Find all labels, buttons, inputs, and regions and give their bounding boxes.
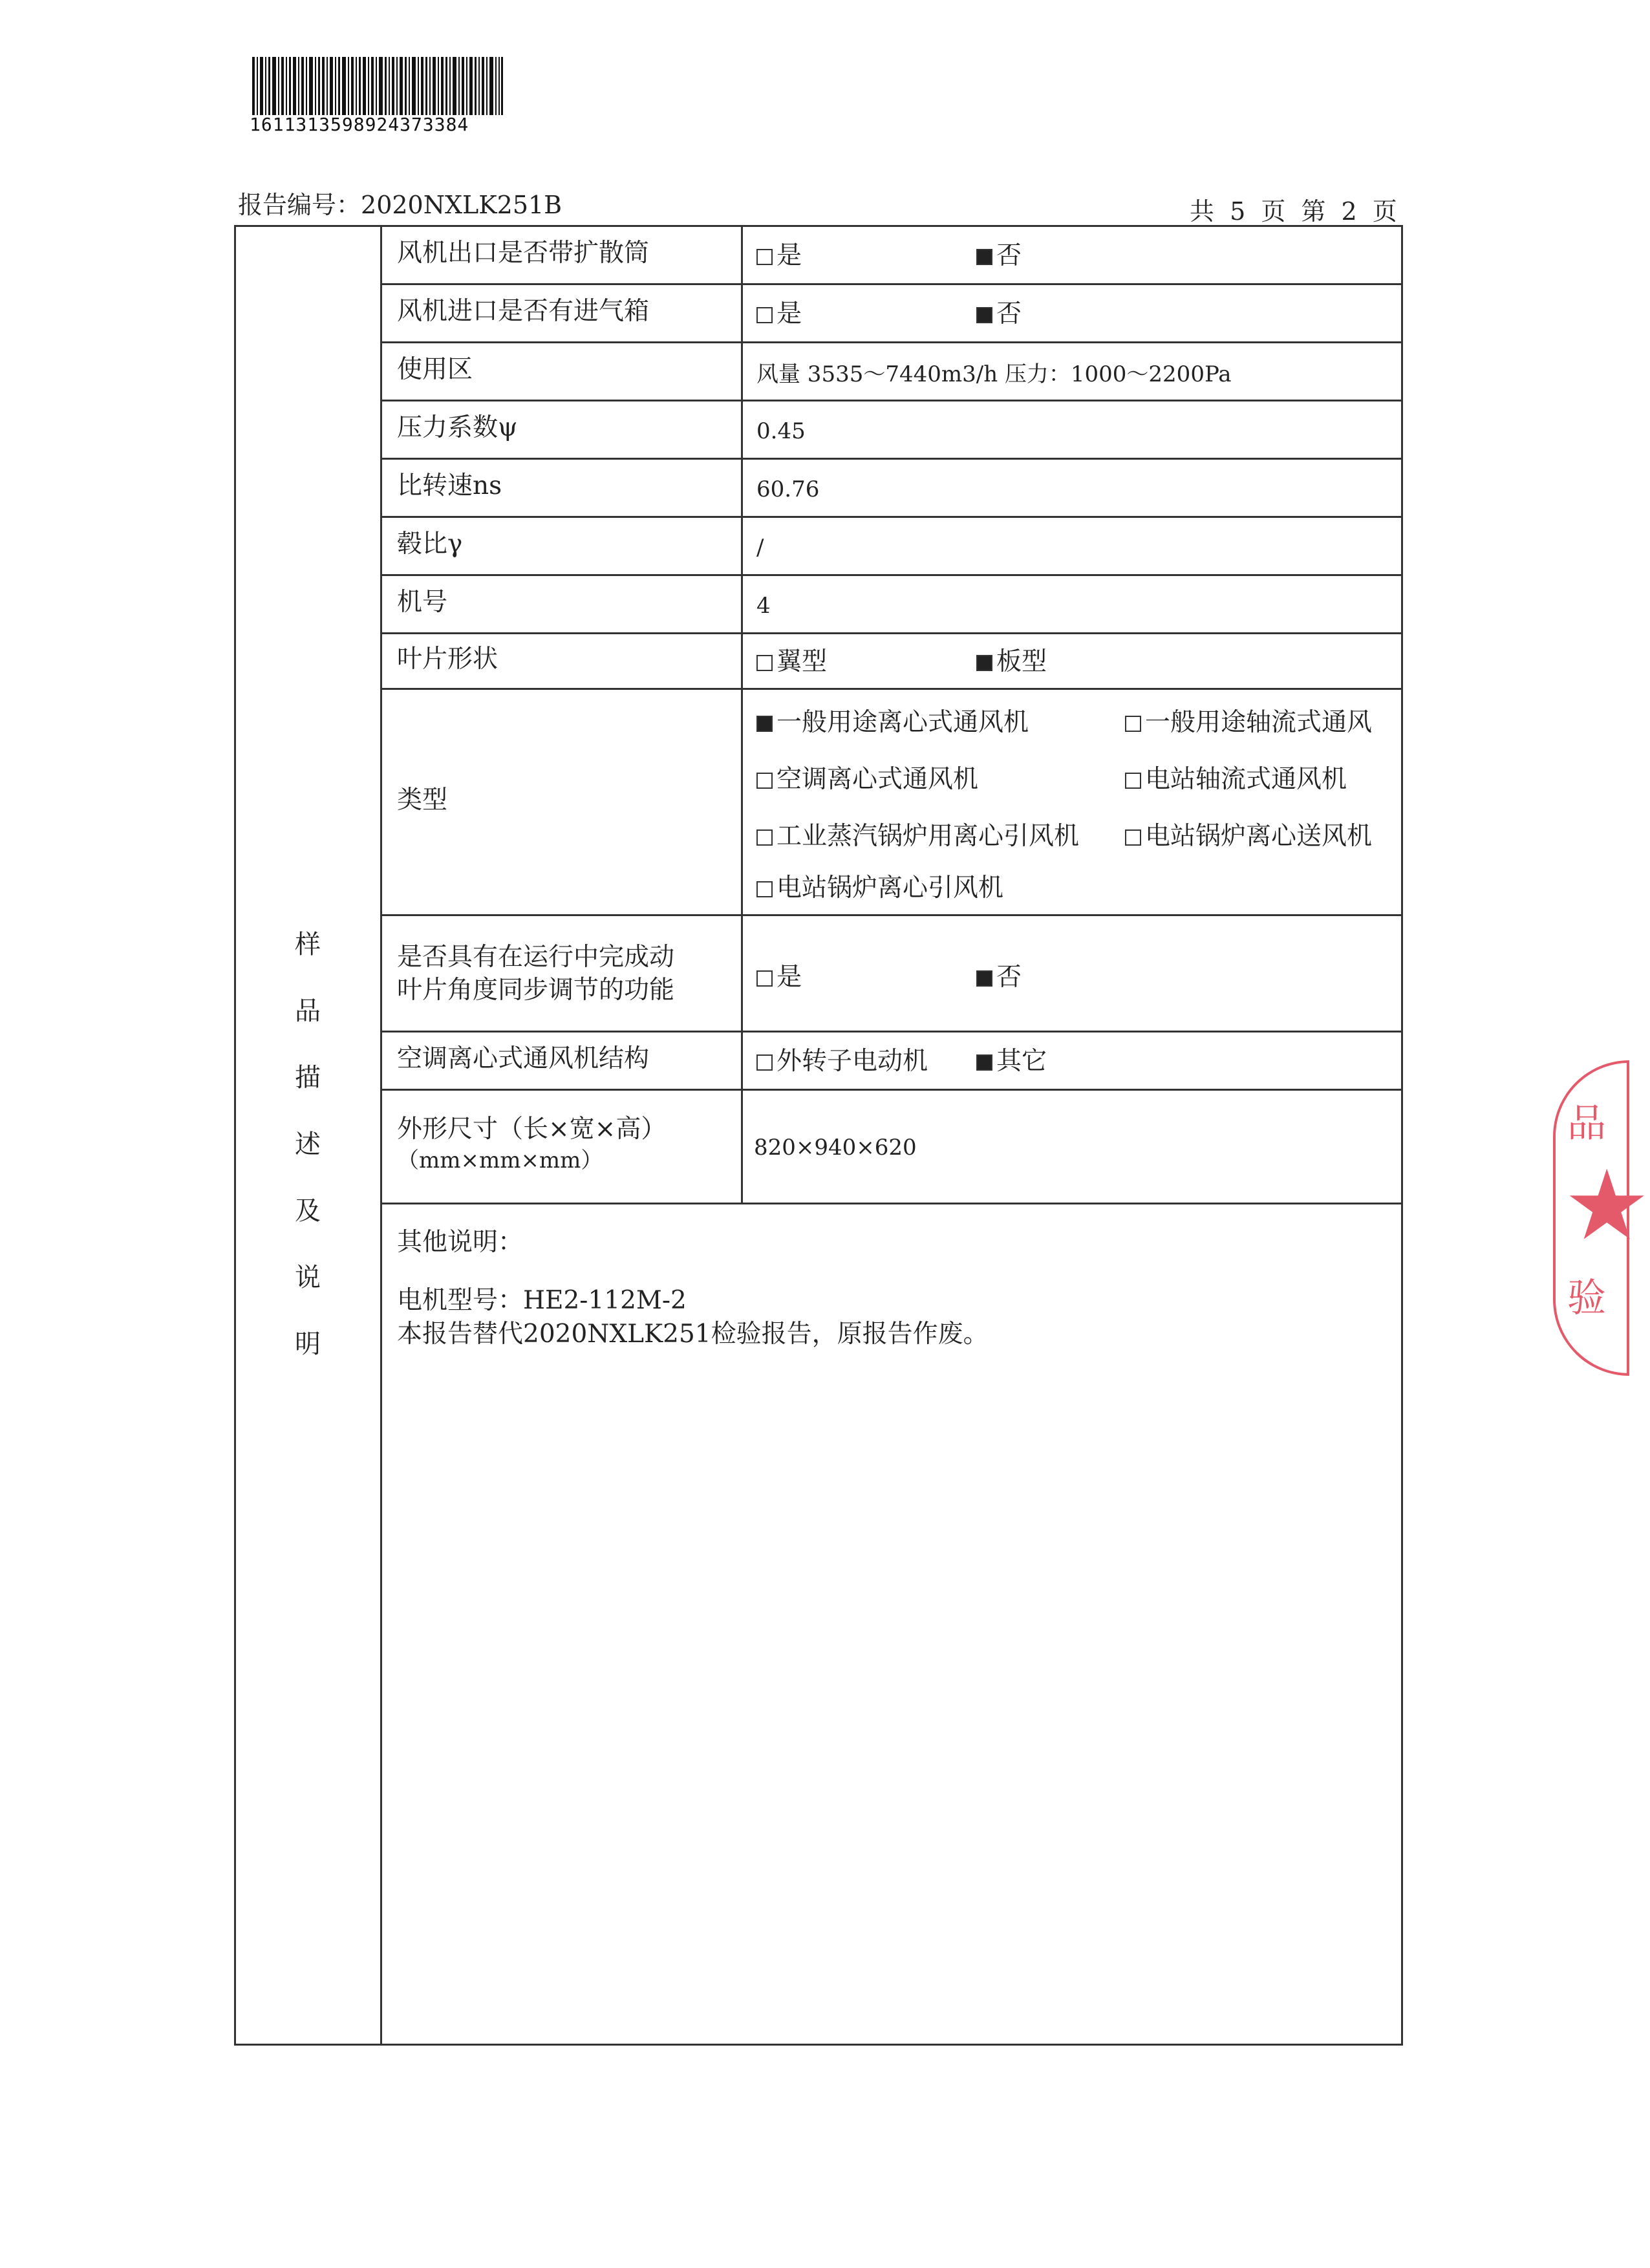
fan-type-option [756, 764, 978, 796]
blade-shape-label: 叶片形状 [397, 645, 498, 674]
option-no [976, 241, 1022, 272]
sidebar-char: 述 [295, 1129, 321, 1159]
fan-type-label: 类型 [397, 786, 448, 815]
motor-model-note: 电机型号：HE2-112M-2 [397, 1286, 687, 1315]
report-number [238, 185, 562, 220]
option-no [976, 962, 1022, 994]
fan-type-option [1125, 764, 1347, 796]
dimensions-label [397, 1113, 666, 1175]
option-yes [756, 241, 976, 272]
option-text: 板型 [996, 647, 1047, 676]
option-text: 一般用途轴流式通风 [1145, 708, 1373, 737]
checkbox-empty-icon [756, 655, 773, 671]
checkbox-filled-icon [756, 716, 773, 732]
pressure-coefficient-value: 0.45 [756, 418, 806, 444]
checkbox-empty-icon [756, 970, 773, 987]
blade-adjust-label-line: 是否具有在运行中完成动 [397, 943, 675, 972]
dimensions-label-line: 外形尺寸（长×宽×高） [397, 1115, 667, 1144]
table-divider [381, 1089, 1402, 1091]
pressure-coefficient-label: 压力系数ψ [397, 413, 518, 442]
option-text: 空调离心式通风机 [777, 765, 979, 794]
report-number-label: 报告编号： [238, 191, 361, 219]
checkbox-filled-icon [976, 970, 992, 987]
option-text: 否 [996, 299, 1022, 328]
table-divider [381, 688, 1402, 690]
table-divider [381, 400, 1402, 401]
checkbox-empty-icon [756, 881, 773, 897]
option-text: 否 [996, 241, 1022, 270]
option-text: 电站锅炉离心引风机 [777, 873, 1004, 903]
table-divider [381, 283, 1402, 285]
hub-ratio-label: 毂比γ [397, 530, 463, 559]
checkbox-empty-icon [756, 307, 773, 323]
machine-number-label: 机号 [397, 588, 448, 617]
option-text: 外转子电动机 [777, 1047, 928, 1076]
sidebar-char: 明 [295, 1329, 321, 1359]
checkbox-empty-icon [756, 773, 773, 789]
option-outer-rotor [756, 1046, 976, 1078]
fan-type-option [1125, 821, 1372, 853]
fan-type-option [756, 821, 1079, 853]
usage-range-value: 风量 3535～7440m3/h 压力：1000～2200Pa [756, 361, 1232, 387]
report-number-value: 2020NXLK251B [361, 191, 562, 219]
sidebar-char: 及 [295, 1196, 321, 1226]
barcode [252, 57, 503, 115]
option-text: 否 [996, 963, 1022, 992]
specific-speed-value: 60.76 [756, 476, 820, 502]
seal-text: 验 [1567, 1276, 1606, 1321]
checkbox-empty-icon [1125, 829, 1141, 846]
checkbox-empty-icon [756, 1054, 773, 1071]
checkbox-empty-icon [756, 249, 773, 265]
machine-number-value: 4 [756, 593, 771, 619]
specific-speed-label: 比转速ns [397, 471, 502, 500]
fan-type-option [1125, 707, 1372, 739]
blade-adjust-label [397, 941, 674, 1007]
checkbox-empty-icon [1125, 773, 1141, 789]
page-info: 共 5 页 第 2 页 [1190, 197, 1401, 226]
dimensions-label-line: （mm×mm×mm） [397, 1147, 603, 1173]
option-yes [756, 962, 976, 994]
barcode-number: 161131359892437338​4 [250, 114, 469, 135]
inlet-box-label: 风机进口是否有进气箱 [397, 297, 650, 326]
option-text: 是 [777, 299, 802, 328]
table-divider [381, 574, 1402, 576]
option-airfoil [756, 647, 976, 678]
outlet-diffuser-options [756, 241, 1022, 272]
hub-ratio-value: / [756, 535, 764, 561]
option-plate [976, 647, 1047, 678]
fan-type-option [756, 707, 1029, 739]
replacement-note: 本报告替代2020NXLK251检验报告，原报告作废。 [397, 1320, 989, 1349]
option-other [976, 1046, 1047, 1078]
option-no [976, 299, 1022, 330]
sidebar-char: 样 [295, 930, 321, 959]
inlet-box-options [756, 299, 1022, 330]
table-divider [741, 226, 743, 1203]
dimensions-value: 820×940×620 [754, 1135, 917, 1161]
option-text: 其它 [996, 1047, 1047, 1076]
blade-adjust-label-line: 叶片角度同步调节的功能 [397, 975, 675, 1005]
table-divider [381, 632, 1402, 634]
ac-structure-options [756, 1046, 1047, 1078]
table-divider [381, 1031, 1402, 1032]
table-divider [381, 1203, 1402, 1204]
table-divider [381, 458, 1402, 460]
option-text: 工业蒸汽锅炉用离心引风机 [777, 822, 1080, 851]
seal-star-icon: ★ [1563, 1150, 1650, 1262]
checkbox-filled-icon [976, 1054, 992, 1071]
option-text: 翼型 [777, 647, 828, 676]
option-text: 是 [777, 963, 802, 992]
outlet-diffuser-label: 风机出口是否带扩散筒 [397, 239, 650, 268]
sidebar-char: 说 [295, 1263, 321, 1292]
blade-adjust-options [756, 962, 1022, 994]
checkbox-filled-icon [976, 655, 992, 671]
checkbox-empty-icon [756, 829, 773, 846]
option-text: 是 [777, 241, 802, 270]
sidebar-char: 描 [295, 1063, 321, 1093]
fan-type-option [756, 873, 1003, 904]
option-yes [756, 299, 976, 330]
table-divider [381, 341, 1402, 343]
option-text: 电站轴流式通风机 [1145, 765, 1347, 794]
checkbox-empty-icon [1125, 716, 1141, 732]
table-divider [381, 516, 1402, 518]
ac-structure-label: 空调离心式通风机结构 [397, 1044, 650, 1073]
option-text: 一般用途离心式通风机 [777, 708, 1029, 737]
seal-text: 品 [1567, 1101, 1606, 1146]
checkbox-filled-icon [976, 307, 992, 323]
notes-title: 其他说明： [397, 1228, 524, 1257]
blade-shape-options [756, 647, 1047, 678]
sidebar-title [234, 912, 381, 1378]
option-text: 电站锅炉离心送风机 [1145, 822, 1373, 851]
sidebar-char: 品 [295, 996, 321, 1026]
checkbox-filled-icon [976, 249, 992, 265]
table-divider [381, 914, 1402, 916]
usage-range-label: 使用区 [397, 355, 473, 384]
